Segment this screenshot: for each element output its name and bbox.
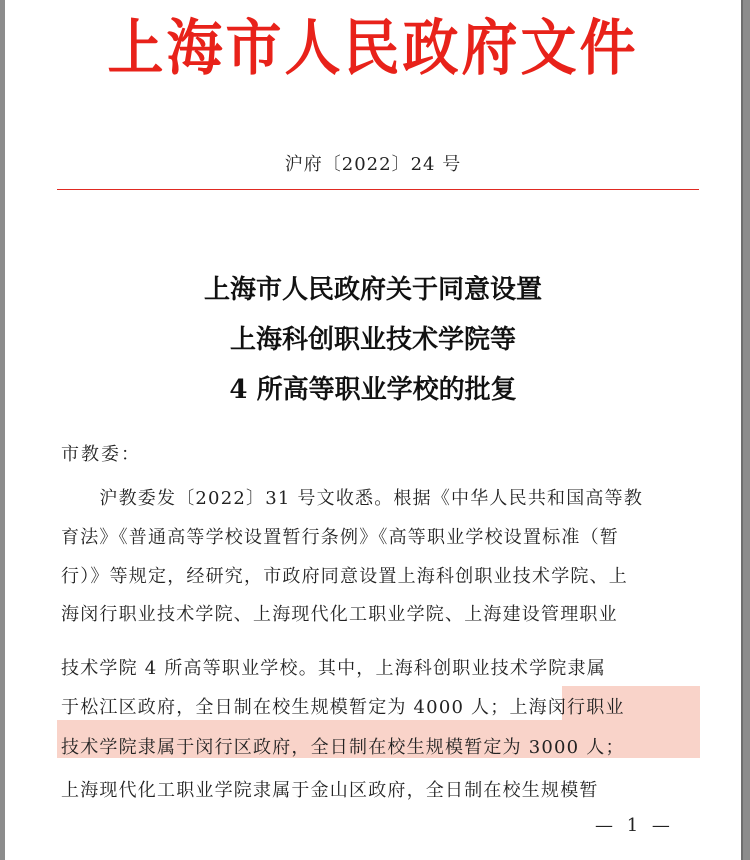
body-line-2: 育法》《普通高等学校设置暂行条例》《高等职业学校设置标准（暂 [61, 527, 619, 548]
body-line-5: 技术学院 4 所高等职业学校。其中，上海科创职业技术学院隶属 [61, 658, 606, 679]
body-line-8: 上海现代化工职业学院隶属于金山区政府，全日制在校生规模暂 [61, 780, 599, 801]
body-line-1: 沪教委发〔2022〕31 号文收悉。根据《中华人民共和国高等教 [61, 488, 644, 509]
document-page [5, 0, 743, 860]
page-number: — 1 — [595, 815, 674, 836]
body-line-3: 行）》等规定，经研究，市政府同意设置上海科创职业技术学院、上 [61, 566, 628, 587]
title-line-3: 4 所高等职业学校的批复 [229, 375, 517, 405]
document-number: 沪府〔2022〕24 号 [284, 154, 462, 175]
masthead: 上海市人民政府文件 [107, 13, 639, 84]
body-line-7: 技术学院隶属于闵行区政府，全日制在校生规模暂定为 3000 人； [61, 737, 625, 758]
red-divider [57, 189, 699, 190]
document-title [5, 265, 741, 415]
salutation: 市教委： [61, 444, 141, 465]
body-line-6: 于松江区政府，全日制在校生规模暂定为 4000 人；上海闵行职业 [61, 697, 625, 718]
title-line-2: 上海科创职业技术学院等 [229, 325, 516, 355]
body-line-4: 海闵行职业技术学院、上海现代化工职业学院、上海建设管理职业 [61, 604, 618, 625]
title-line-1: 上海市人民政府关于同意设置 [203, 275, 542, 305]
